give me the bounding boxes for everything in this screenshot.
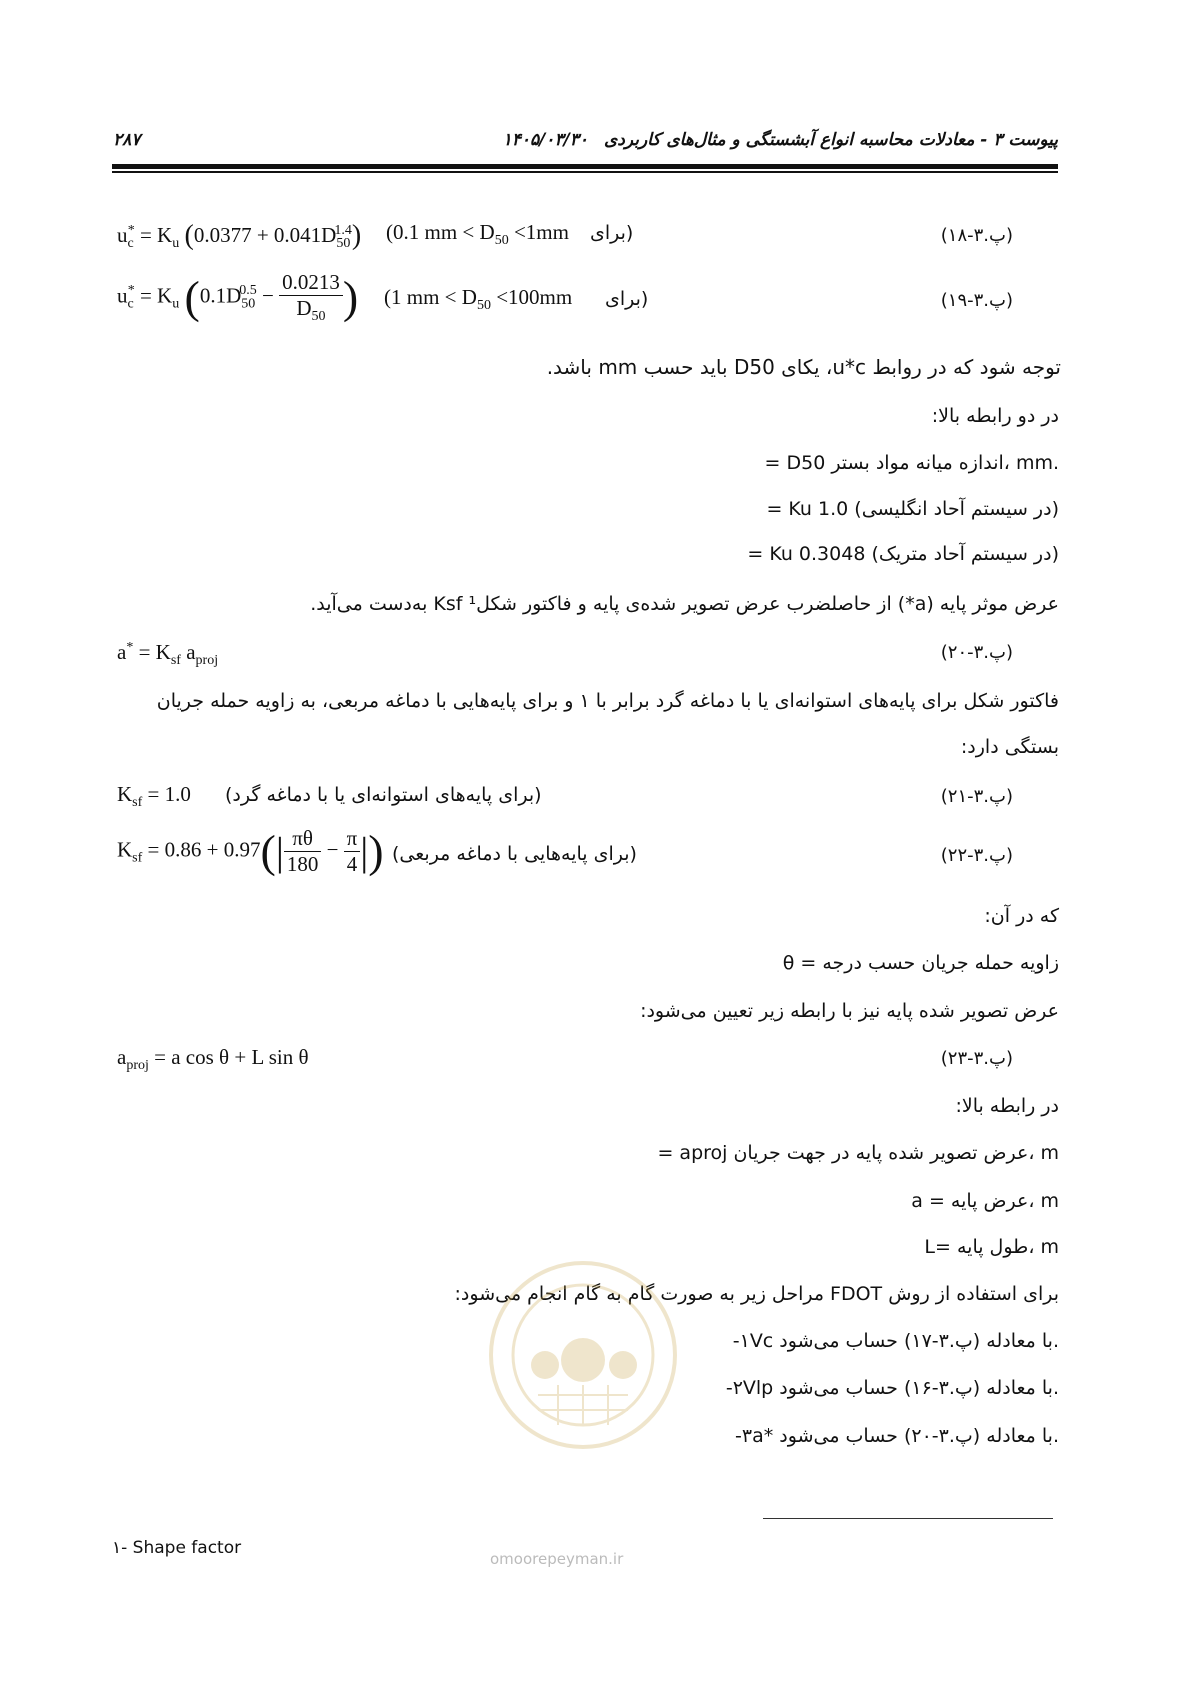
step-1-text: Vc با معادله (پ.۳-۱۷) حساب می‌شود. xyxy=(749,1330,1059,1352)
def-d50: = D50 اندازه میانه مواد بستر، mm. xyxy=(764,452,1059,474)
watermark-url: omoorepeyman.ir xyxy=(490,1550,624,1568)
step-2 xyxy=(359,1377,1059,1399)
eq19-range-sub: 50 xyxy=(476,298,491,314)
running-title-text: پیوست ۳ - معادلات محاسبه انواع آبشستگی و مثال‌های کاربردی xyxy=(603,130,1058,150)
equation-22: $K_{sf} = 0.86 + 0.97(|$ $\frac{\pi\theta}{180}$ − $\frac{\pi}{4}$ |) xyxy=(117,825,384,877)
step-1-number: -۱ xyxy=(732,1330,750,1352)
equation-19-number: (پ.۳-۱۹) xyxy=(940,290,1013,311)
eq19-range: 1 mm < D xyxy=(391,285,477,309)
equation-23: $a_{proj} = a$ cos θ + L sin θ xyxy=(117,1045,309,1074)
page-number: ۲۸۷ xyxy=(113,130,141,150)
eq18-range-sub: 50 xyxy=(494,233,509,249)
step-2-text: Vlp با معادله (پ.۳-۱۶) حساب می‌شود. xyxy=(742,1377,1059,1399)
para-shape-factor-end: بستگی دارد: xyxy=(960,736,1059,758)
eq18-range: 0.1 mm < D xyxy=(393,220,495,244)
intro-two-relations: در دو رابطه بالا: xyxy=(931,405,1059,427)
intro-relation-above: در رابطه بالا: xyxy=(955,1095,1059,1117)
equation-19-condition: (برای xyxy=(605,288,649,310)
def-l: L= طول پایه، m xyxy=(924,1236,1059,1258)
step-1 xyxy=(359,1330,1059,1352)
equation-19-range: (1 mm < $D_{50} <100mm$ xyxy=(384,285,573,314)
equation-21-condition: (برای پایه‌های استوانه‌ای یا با دماغه گرد) xyxy=(225,784,542,806)
equation-18: $u_c^* = K_u$ $(0.0377 + 0.041D_{50}^{1.4})$ xyxy=(117,220,362,252)
def-theta: θ = زاویه حمله جریان حسب درجه xyxy=(782,952,1059,974)
equation-22-condition: (برای پایه‌هایی با دماغه مربعی) xyxy=(392,843,637,865)
equation-20: $a^* = K_{sf}$ $a_{proj}$ xyxy=(117,640,219,669)
para-projected-width: عرض تصویر شده پایه نیز با رابطه زیر تعیین می‌شود: xyxy=(640,1000,1059,1022)
para-effective-width: عرض موثر پایه (a*) از حاصلضرب عرض تصویر شده‌ی پایه و فاکتور شکل¹ Ksf به‌دست می‌آید. xyxy=(310,593,1059,615)
footnote: ۱- Shape factor xyxy=(112,1538,242,1558)
equation-23-number: (پ.۳-۲۳) xyxy=(940,1048,1013,1069)
eq19-range-end: <100mm xyxy=(490,285,573,309)
step-2-number: -۲ xyxy=(725,1377,743,1399)
def-ku-metric: = Ku 0.3048 (در سیستم آحاد متریک) xyxy=(747,543,1059,565)
eq18-range-end: <1mm xyxy=(508,220,569,244)
def-a: a = عرض پایه، m xyxy=(911,1190,1059,1212)
running-title xyxy=(358,130,1058,150)
equation-19: $u_c^* = K_u$ ($0.1D_{50}^{0.5}$ − $\frac{0.0213}{D_{50}}$ ) xyxy=(117,270,359,325)
equation-20-number: (پ.۳-۲۰) xyxy=(940,642,1013,663)
equation-18-number: (پ.۳-۱۸) xyxy=(940,225,1013,246)
para-shape-factor: فاکتور شکل برای پایه‌های استوانه‌ای یا با دماغه گرد برابر با ۱ و برای پایه‌هایی با دماغه مربعی، به زاویه حمله جریان xyxy=(156,690,1059,712)
equation-18-range: (0.1 mm < $D_{50} <1mm$ xyxy=(386,220,569,249)
step-3-text: a* با معادله (پ.۳-۲۰) حساب می‌شود. xyxy=(752,1425,1059,1447)
def-aproj: = aproj عرض تصویر شده پایه در جهت جریان، m xyxy=(657,1142,1059,1164)
steps-intro: برای استفاده از روش FDOT مراحل زیر به صورت گام به گام انجام می‌شود: xyxy=(454,1283,1059,1305)
header-rule-thin xyxy=(112,171,1058,173)
equation-18-condition: (برای xyxy=(590,222,634,244)
step-3 xyxy=(359,1425,1059,1447)
where-label: که در آن: xyxy=(984,905,1059,927)
equation-21: $K_{sf} = 1.0$ xyxy=(117,782,191,811)
equation-22-number: (پ.۳-۲۲) xyxy=(940,845,1013,866)
footnote-rule xyxy=(763,1518,1053,1519)
header-rule-thick xyxy=(112,164,1058,169)
units-note: توجه شود که در روابط u*c، یکای D50 باید حسب mm باشد. xyxy=(546,355,1061,379)
running-title-date: ۱۴۰۵/۰۳/۳۰ xyxy=(502,130,589,150)
watermark-seal-icon xyxy=(483,1255,683,1455)
def-ku-english: = Ku 1.0 (در سیستم آحاد انگلیسی) xyxy=(766,498,1059,520)
step-3-number: -۳ xyxy=(735,1425,753,1447)
equation-21-number: (پ.۳-۲۱) xyxy=(940,786,1013,807)
